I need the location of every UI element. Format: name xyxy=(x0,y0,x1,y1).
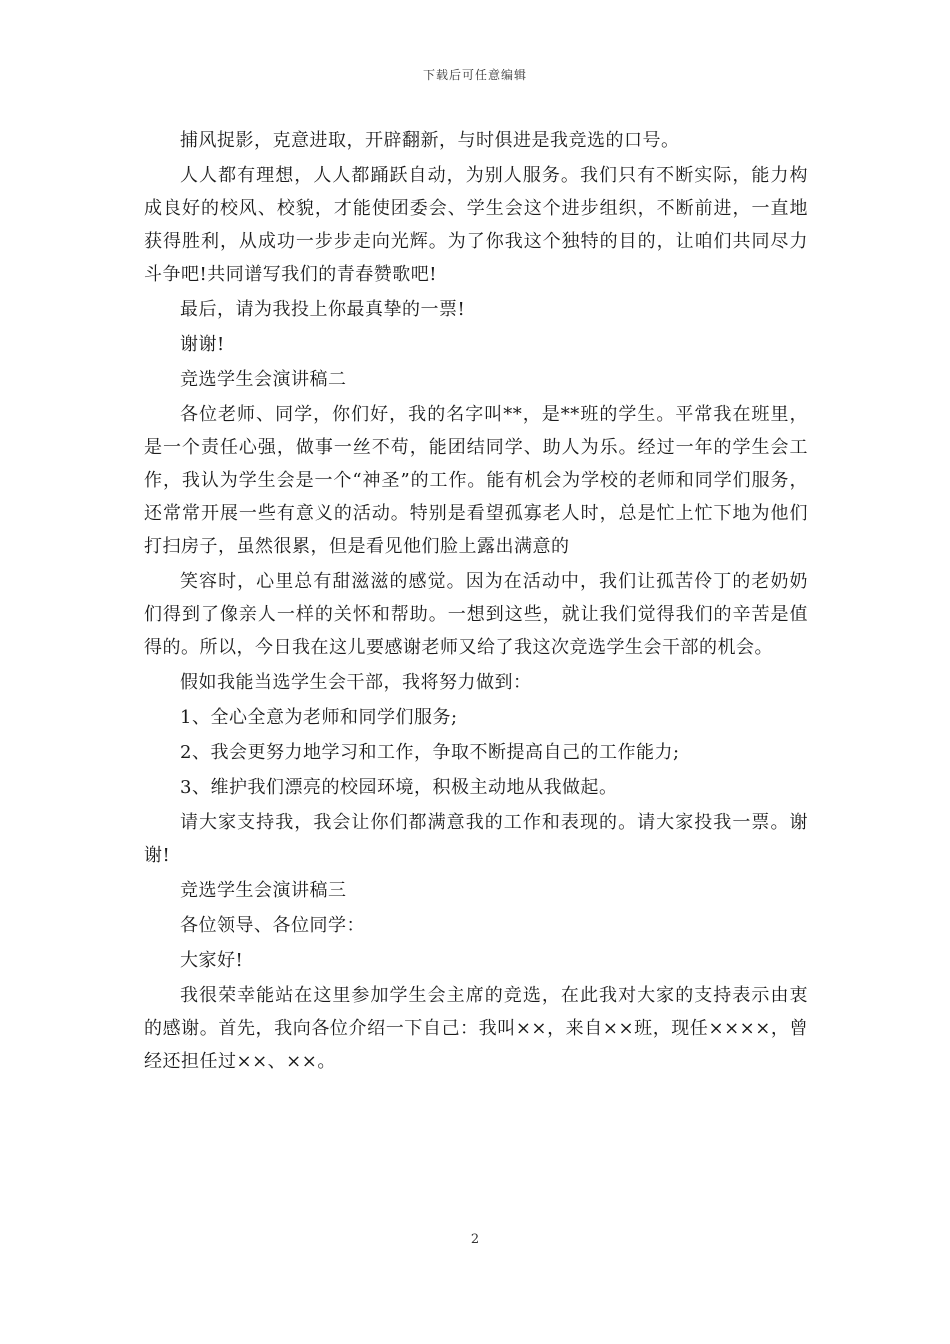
paragraph: 人人都有理想，人人都踊跃自动，为别人服务。我们只有不断实际，能力构成良好的校风、校貌，才能使团委会、学生会这个进步组织，不断前进，一直地获得胜利，从成功一步步走向光辉。为了你我这个独特的目的，让咱们共同尽力斗争吧!共同谱写我们的青春赞歌吧! xyxy=(144,165,808,285)
paragraph: 假如我能当选学生会干部，我将努力做到： xyxy=(180,672,532,693)
paragraph: 最后，请为我投上你最真挚的一票! xyxy=(180,299,466,320)
section-heading: 竞选学生会演讲稿二 xyxy=(180,369,347,390)
list-item: 2、我会更努力地学习和工作，争取不断提高自己的工作能力; xyxy=(180,742,680,763)
section-heading: 竞选学生会演讲稿三 xyxy=(180,880,347,901)
paragraph: 各位领导、各位同学： xyxy=(180,915,365,936)
paragraph: 各位老师、同学，你们好，我的名字叫**，是**班的学生。平常我在班里，是一个责任心强，做事一丝不苟，能团结同学、助人为乐。经过一年的学生会工作，我认为学生会是一个“神圣”的工作。能有机会为学校的老师和同学们服务，还常常开展一些有意义的活动。特别是看望孤寡老人时，总是忙上忙下地为他们打扫房子，虽然很累，但是看见他们脸上露出满意的 xyxy=(144,404,808,557)
list-item: 1、全心全意为老师和同学们服务; xyxy=(180,707,458,728)
paragraph: 请大家支持我，我会让你们都满意我的工作和表现的。请大家投我一票。谢谢! xyxy=(144,812,808,866)
list-item: 3、维护我们漂亮的校园环境，积极主动地从我做起。 xyxy=(180,777,618,798)
paragraph: 我很荣幸能站在这里参加学生会主席的竞选，在此我对大家的支持表示由衷的感谢。首先，我向各位介绍一下自己：我叫××，来自××班，现任××××，曾经还担任过××、××。 xyxy=(144,985,808,1072)
paragraph: 笑容时，心里总有甜滋滋的感觉。因为在活动中，我们让孤苦伶丁的老奶奶们得到了像亲人一样的关怀和帮助。一想到这些，就让我们觉得我们的辛苦是值得的。所以，今日我在这儿要感谢老师又给了我这次竞选学生会干部的机会。 xyxy=(144,571,808,658)
page-number: 2 xyxy=(470,1232,480,1247)
paragraph: 大家好! xyxy=(180,950,244,971)
document-body xyxy=(144,124,808,1078)
page-header: 下载后可任意编辑 xyxy=(422,68,527,82)
paragraph: 谢谢! xyxy=(180,334,225,355)
paragraph: 捕风捉影，克意进取，开辟翻新，与时俱进是我竞选的口号。 xyxy=(180,130,680,151)
